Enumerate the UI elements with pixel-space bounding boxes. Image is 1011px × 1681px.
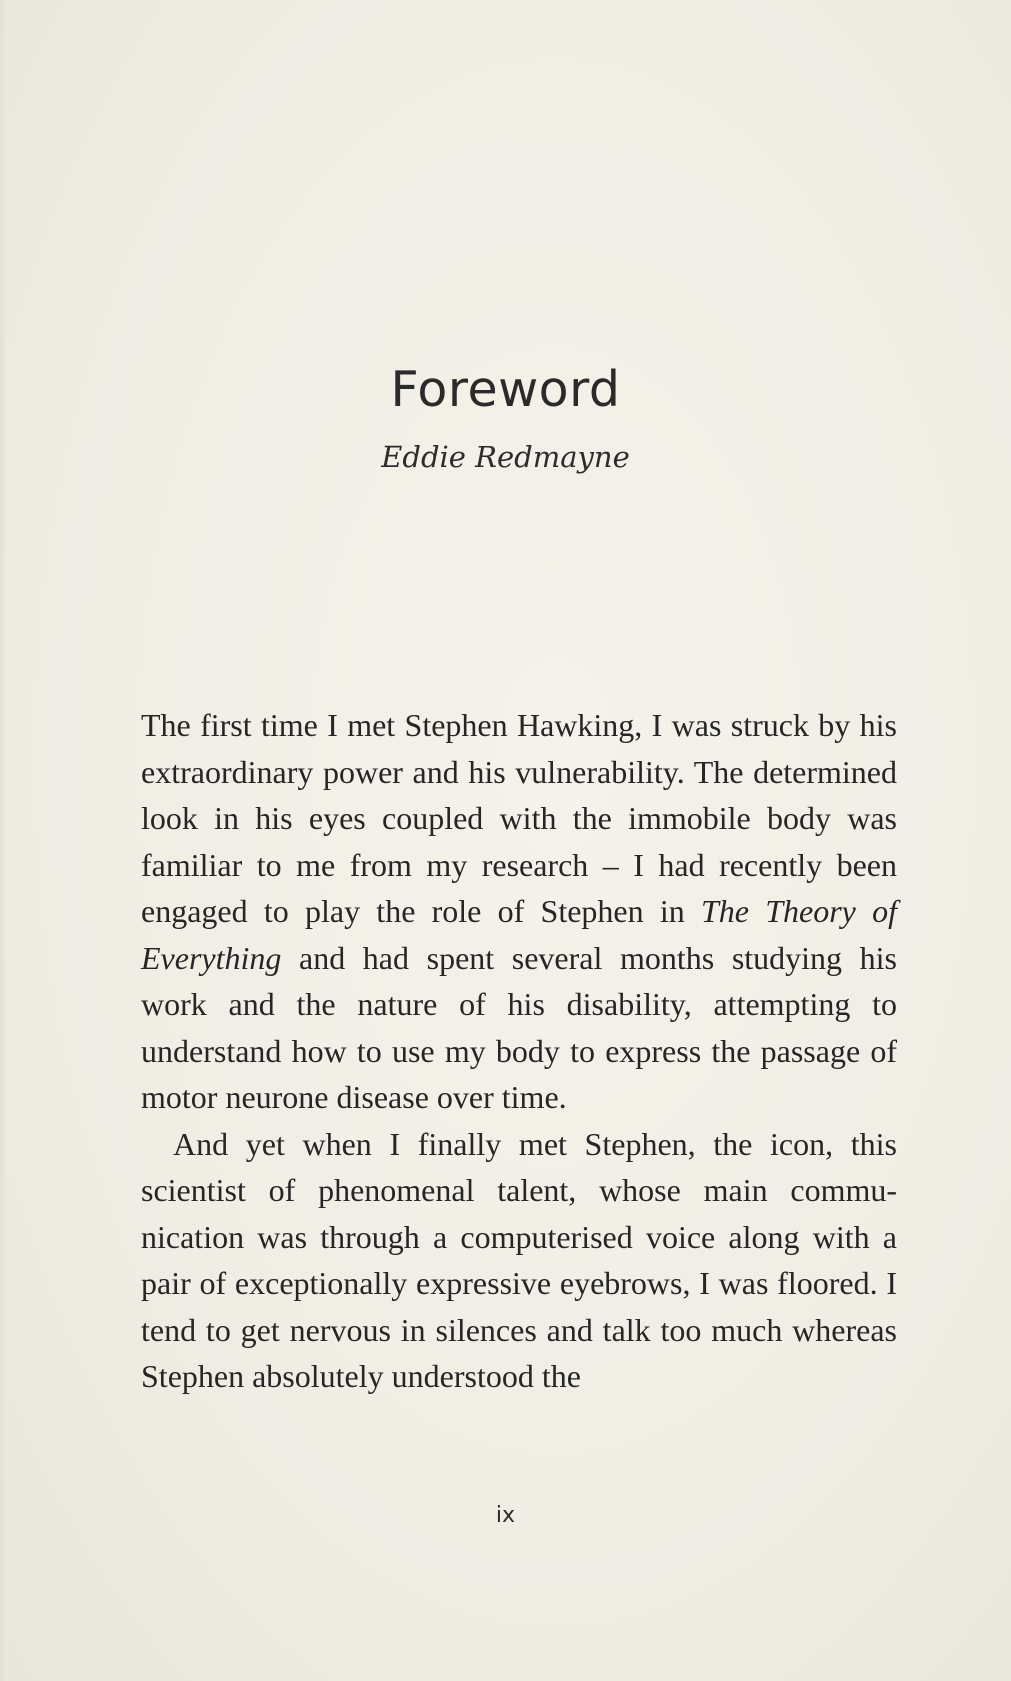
page-number: ix: [495, 1503, 516, 1528]
chapter-title: Foreword: [390, 361, 621, 418]
paragraph-2: And yet when I finally met Stephen, the icon, this scientist of phenomenal talent, whose main communication was through a computerised voice along with a pair of exceptionally expressive eyebrows, I was floored. I tend to get nervous in silences and talk too much whereas Stephen absolutely understood the: [141, 1125, 897, 1394]
page-edge-shadow: [0, 0, 6, 1681]
paragraph-1: [141, 702, 897, 1121]
chapter-author: Eddie Redmayne: [381, 440, 630, 474]
film-title: The Theory of Everything: [141, 893, 898, 976]
paragraph-1-text-end: and had spent several months studying his work and the nature of his disability, attempting to understand how to use my body to express the passage of motor neurone disease over time.: [141, 939, 897, 1115]
body-text: [141, 702, 897, 1400]
paragraph-1-text-start: The first time I met Stephen Hawking, I was struck by his extraordinary power and his vulnerability. The determined look in his eyes coupled with the immobile body was familiar to me from my research – I had recently been engaged to play the role of Stephen in: [141, 707, 897, 929]
